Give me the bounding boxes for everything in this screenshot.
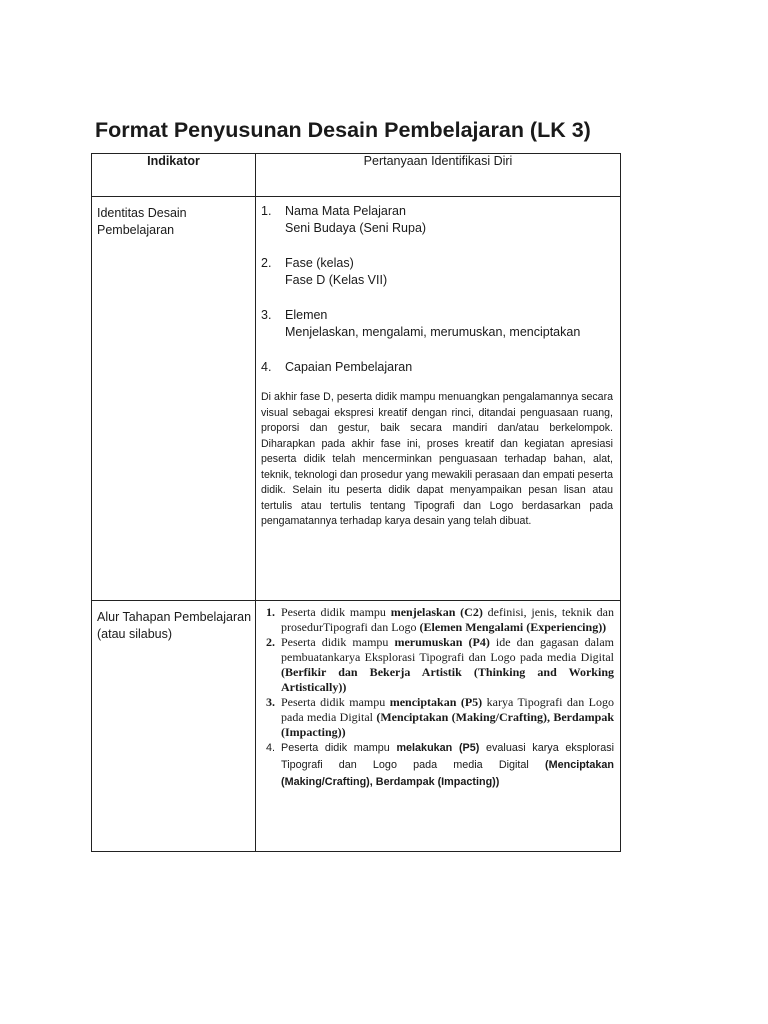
list-item (266, 635, 614, 695)
item-verb: menciptakan (P5) (389, 695, 483, 709)
item-label: Capaian Pembelajaran (285, 360, 413, 374)
item-number: 2. (261, 256, 272, 270)
item-verb: menjelaskan (C2) (390, 605, 483, 619)
item-text: definisi, jenis, teknik dan prosedurTipografi dan Logo (281, 605, 614, 634)
item-verb: merumuskan (P4) (394, 635, 490, 649)
identitas-content (256, 197, 621, 601)
item-answer: Seni Budaya (Seni Rupa) (285, 221, 427, 235)
design-table (91, 153, 621, 852)
capaian-paragraph: Di akhir fase D, peserta didik mampu menuangkan pengalamannya secara visual sebagai ekspresi kreatif dengan rinci, ditandai penguasaan ruang, proporsi dan gestur, baik secara mandiri dan/atau berkelompok. Diharapkan pada akhir fase ini, proses kreatif dan kegiatan apresiasi peserta didik telah mencerminkan penguasaan terhadap bahan, alat, teknik, teknologi dan prosedur yang mewakili perasaan dan empati peserta didik. Selain itu peserta didik dapat menyampaikan pesan lisan atau tertulis atau tertulis tentang Tipografi dan Logo berdasarkan pada pengamatannya terhadap karya desain yang telah dibuat. (261, 391, 613, 527)
item-number: 1. (261, 204, 272, 218)
list-item (261, 255, 620, 289)
alur-list (256, 601, 620, 791)
identitas-list (256, 197, 620, 376)
item-element: (Berfikir dan Bekerja Artistik (Thinking and Working Artistically)) (281, 665, 614, 694)
alur-content (256, 601, 621, 852)
item-answer: Menjelaskan, mengalami, merumuskan, menciptakan (285, 325, 581, 339)
indikator-alur: Alur Tahapan Pembelajaran (atau silabus) (92, 601, 256, 852)
item-text: Peserta didik mampu (281, 635, 395, 649)
item-text: karya Tipografi dan Logo pada media Digital (281, 695, 614, 724)
item-number: 3. (266, 695, 275, 709)
item-element: (Menciptakan (Making/Crafting), Berdampak (Impacting)) (281, 759, 614, 788)
table-row-alur (92, 601, 621, 852)
item-number: 3. (261, 308, 272, 322)
item-text: evaluasi karya eksplorasi Tipografi dan Logo pada media Digital (281, 742, 614, 771)
item-number: 4. (266, 742, 276, 754)
table-header-row (92, 154, 621, 197)
item-text: ide dan gagasan dalam pembuatankarya Eksplorasi Tipografi dan Logo pada media Digital (281, 635, 614, 664)
list-item (266, 740, 614, 791)
item-verb: melakukan (P5) (396, 742, 480, 754)
item-element: (Elemen Mengalami (Experiencing)) (419, 620, 607, 634)
item-text: Peserta didik mampu (281, 605, 391, 619)
list-item (261, 203, 620, 237)
item-number: 1. (266, 605, 275, 619)
list-item (261, 307, 620, 341)
list-item (261, 359, 620, 376)
document-title: Format Penyusunan Desain Pembelajaran (LK 3) (95, 118, 591, 142)
item-text: Peserta didik mampu (281, 695, 390, 709)
item-label: Elemen (285, 308, 328, 322)
item-label: Fase (kelas) (285, 256, 354, 270)
list-item (266, 605, 614, 635)
item-number: 2. (266, 635, 275, 649)
list-item (266, 695, 614, 740)
item-label: Nama Mata Pelajaran (285, 204, 406, 218)
item-number: 4. (261, 360, 272, 374)
item-element: (Menciptakan (Making/Crafting), Berdampak (Impacting)) (281, 710, 615, 739)
item-text: Peserta didik mampu (281, 742, 397, 754)
header-pertanyaan: Pertanyaan Identifikasi Diri (256, 154, 621, 197)
header-indikator: Indikator (92, 154, 256, 197)
indikator-identitas: Identitas Desain Pembelajaran (92, 197, 256, 601)
item-answer: Fase D (Kelas VII) (285, 273, 388, 287)
table-row-identitas (92, 197, 621, 601)
